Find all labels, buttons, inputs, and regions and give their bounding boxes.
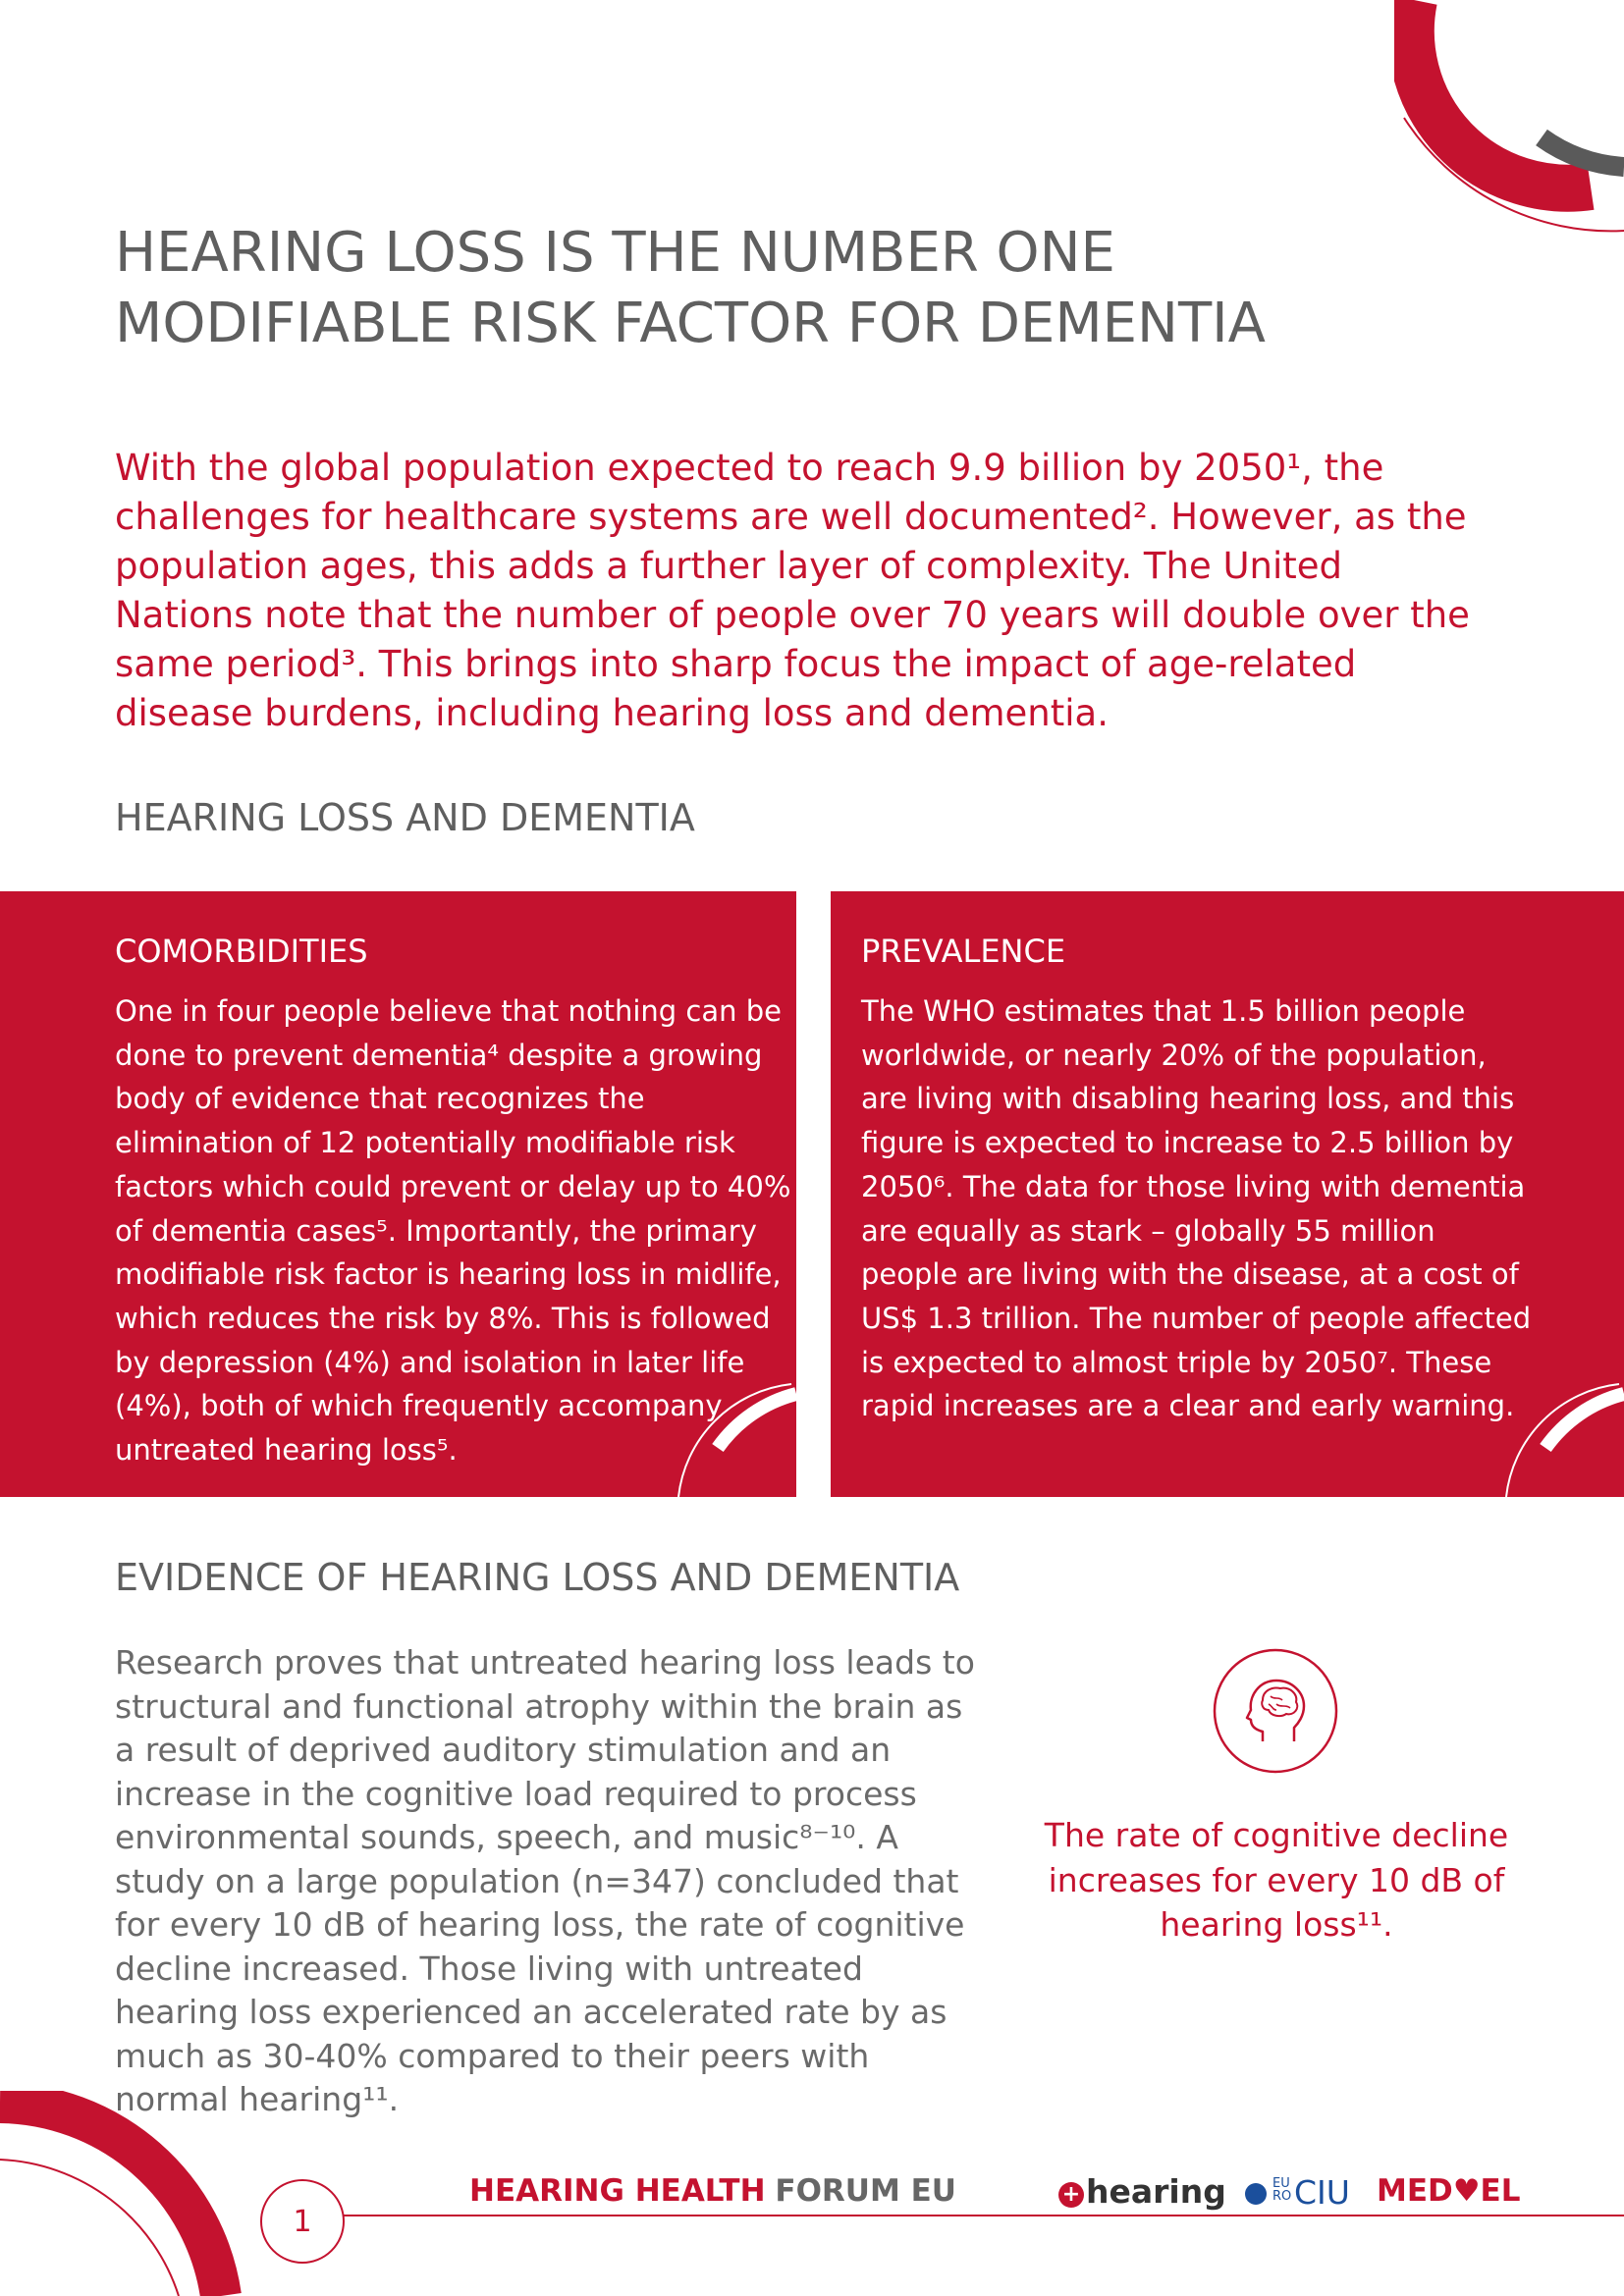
logo-eurociu: EU ROCIU xyxy=(1245,2173,1350,2213)
logo-medel: MED♥EL xyxy=(1377,2173,1521,2209)
intro-paragraph: With the global population expected to reach 9.9 billion by 2050¹, the challenges for healthcare systems are well documented². However, as the population ages, this adds a further layer of complexity. The United Nations note that the number of people over 70 years will double over the same period³. This brings into sharp focus the impact of age-related disease burdens, including hearing loss and dementia. xyxy=(115,447,1470,734)
callout-text: The rate of cognitive decline increases for every 10 dB of hearing loss¹¹. xyxy=(1044,1816,1509,1944)
brand-forum-eu: FORUM EU xyxy=(775,2173,956,2209)
comorbidities-title: COMORBIDITIES xyxy=(115,933,368,970)
brain-head-icon xyxy=(1212,1647,1339,1775)
brand-hearing-health: HEARING HEALTH xyxy=(469,2173,766,2209)
box-arc-decoration xyxy=(620,1301,796,1497)
decorative-arc-top xyxy=(1394,0,1624,236)
section-title-evidence: EVIDENCE OF HEARING LOSS AND DEMENTIA xyxy=(115,1556,960,1599)
comorbidities-text: One in four people believe that nothing can be done to prevent dementia⁴ despite a growing body of evidence that recognizes the elimination of 12 potentially modifiable risk factors which could prevent or delay up to 40% of dementia cases⁵. Importantly, the primary modifiable risk factor is hearing loss in midlife, which reduces the risk by 8%. This is followed by depression (4%) and isolation in later life (4%), both of which frequently accompany untreated hearing loss⁵. xyxy=(115,994,791,1468)
box-arc-decoration xyxy=(1447,1301,1624,1497)
footer-divider xyxy=(342,2215,1624,2216)
page-title: HEARING LOSS IS THE NUMBER ONE MODIFIABLE RISK FACTOR FOR DEMENTIA xyxy=(115,221,1266,355)
prevalence-text: The WHO estimates that 1.5 billion people worldwide, or nearly 20% of the population, are living with disabling hearing loss, and this figure is expected to increase to 2.5 billion by 2050⁶. The data for those living with dementia are equally as stark – globally 55 million people are living with the disease, at a cost of US$ 1.3 trillion. The number of people affected is expected to almost triple by 2050⁷. These rapid increases are a clear and early warning. xyxy=(861,994,1532,1423)
prevalence-box xyxy=(831,891,1624,1497)
comorbidities-box xyxy=(0,891,796,1497)
section-title-hearing-loss-dementia: HEARING LOSS AND DEMENTIA xyxy=(115,796,695,839)
page-number: 1 xyxy=(260,2179,345,2264)
globe-icon xyxy=(1245,2183,1267,2205)
prevalence-title: PREVALENCE xyxy=(861,933,1066,970)
plus-icon: + xyxy=(1058,2182,1084,2208)
evidence-paragraph: Research proves that untreated hearing loss leads to structural and functional atrophy within the brain as a result of deprived auditory stimulation and an increase in the cognitive load required to process environmental sounds, speech, and music⁸⁻¹⁰. A study on a large population (n=347) concluded that for every 10 dB of hearing loss, the rate of cognitive decline increased. Those living with untreated hearing loss experienced an accelerated rate by as much as 30-40% compared to their peers with normal hearing¹¹. xyxy=(115,1643,975,2118)
logo-hearing: + hearing xyxy=(1058,2171,1226,2213)
footer-brand xyxy=(469,2171,956,2211)
